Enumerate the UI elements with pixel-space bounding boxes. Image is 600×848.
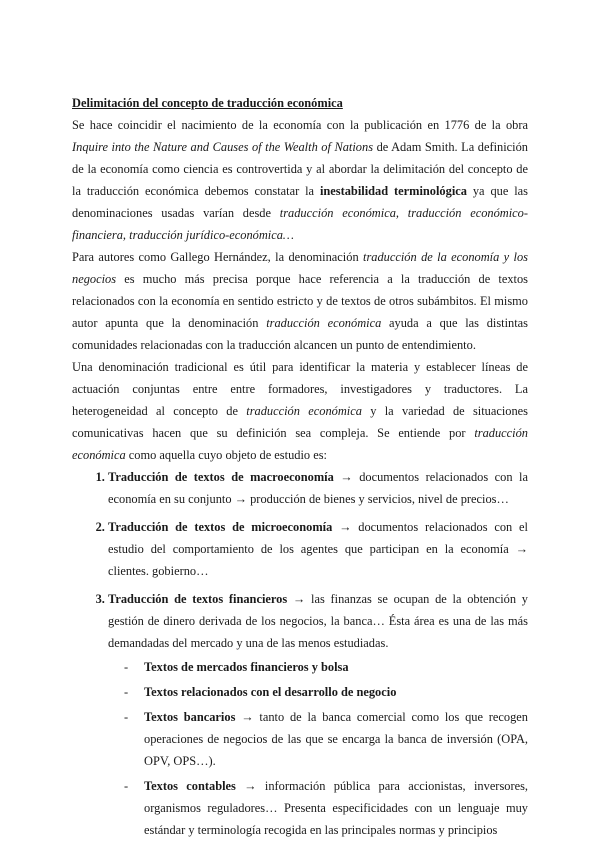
sublist-item bbox=[144, 681, 528, 703]
sublist-item bbox=[144, 656, 528, 678]
sublist-item-heading: Textos de mercados financieros y bolsa bbox=[144, 660, 349, 674]
sublist-item bbox=[144, 775, 528, 841]
list-item bbox=[108, 466, 528, 510]
document-page bbox=[72, 92, 528, 844]
text-run: como aquella cuyo objeto de estudio es: bbox=[125, 448, 327, 462]
list-item bbox=[108, 516, 528, 582]
emphasis-term: inestabilidad terminológica bbox=[319, 184, 467, 198]
sublist-item-text: → información pública para accionistas, inversores, organismos reguladores… Presenta especificidades con un lenguaje muy estándar y terminología recogida en las principales normas y principios bbox=[144, 779, 529, 837]
text-run: ya que las denominaciones usadas varían desde bbox=[72, 184, 528, 220]
term: traducción económica bbox=[72, 426, 528, 462]
list-item-heading: Traducción de textos de microeconomía bbox=[108, 520, 333, 534]
list-item-text: → documentos relacionados con el estudio del comportamiento de los agentes que participan en la economía → clientes. gobierno… bbox=[108, 520, 528, 578]
text-run: y la variedad de situaciones comunicativas hacen que su definición sea compleja. Se entiende por bbox=[72, 404, 529, 440]
paragraph-definition bbox=[72, 356, 528, 466]
list-item-text: → documentos relacionados con la economía en su conjunto → producción de bienes y servicios, nivel de precios… bbox=[108, 470, 529, 506]
book-title: Inquire into the Nature and Causes of the Wealth of Nations bbox=[72, 140, 374, 154]
paragraph-gallego bbox=[72, 246, 528, 356]
sublist-item-heading: Textos contables bbox=[144, 779, 236, 793]
term: traducción de la economía y los negocios bbox=[72, 250, 528, 286]
list-item-heading: Traducción de textos de macroeconomía bbox=[108, 470, 334, 484]
list-item bbox=[108, 588, 528, 841]
sublist-item-text: → tanto de la banca comercial como los que recogen operaciones de negocios de las que se encarga la banca de inversión (OPA, OPV, OPS…). bbox=[144, 710, 528, 768]
text-run: es mucho más precisa porque hace referencia a la traducción de textos relacionados con la economía en sentido estricto y de textos de otros subámbitos. El mismo autor apunta que la denominación bbox=[72, 272, 528, 330]
text-run: Una denominación tradicional es útil para identificar la materia y establecer líneas de actuación conjuntas entre entre formadores, investigadores y traductores. La heterogeneidad al concepto de bbox=[72, 360, 528, 418]
term-list: traducción económica, traducción económico-financiera, traducción jurídico-económica… bbox=[72, 206, 529, 242]
list-item-heading: Traducción de textos financieros bbox=[108, 592, 288, 606]
sublist-item-heading: Textos relacionados con el desarrollo de negocio bbox=[144, 685, 397, 699]
list-item-text: → las finanzas se ocupan de la obtención y gestión de dinero derivada de los negocios, la banca… Ésta área es una de las más demandadas del mercado y una de las menos estudiadas. bbox=[108, 592, 529, 650]
text-run: Para autores como Gallego Hernández, la denominación bbox=[72, 250, 364, 264]
bullet-sublist bbox=[108, 656, 528, 841]
document-title: Delimitación del concepto de traducción económica bbox=[72, 96, 343, 110]
paragraph-intro bbox=[72, 114, 528, 246]
text-run: Se hace coincidir el nacimiento de la economía con la publicación en 1776 de la obra bbox=[72, 118, 528, 132]
term: traducción económica bbox=[246, 404, 362, 418]
sublist-item bbox=[144, 706, 528, 772]
term: traducción económica bbox=[266, 316, 382, 330]
numbered-list bbox=[72, 466, 528, 841]
text-run: ayuda a que las distintas comunidades relacionadas con la traducción alcancen un punto de entendimiento. bbox=[72, 316, 528, 352]
sublist-item-heading: Textos bancarios bbox=[144, 710, 236, 724]
text-run: de Adam Smith. La definición de la economía como ciencia es controvertida y al abordar la delimitación del concepto de la traducción económica debemos constatar la bbox=[72, 140, 528, 198]
